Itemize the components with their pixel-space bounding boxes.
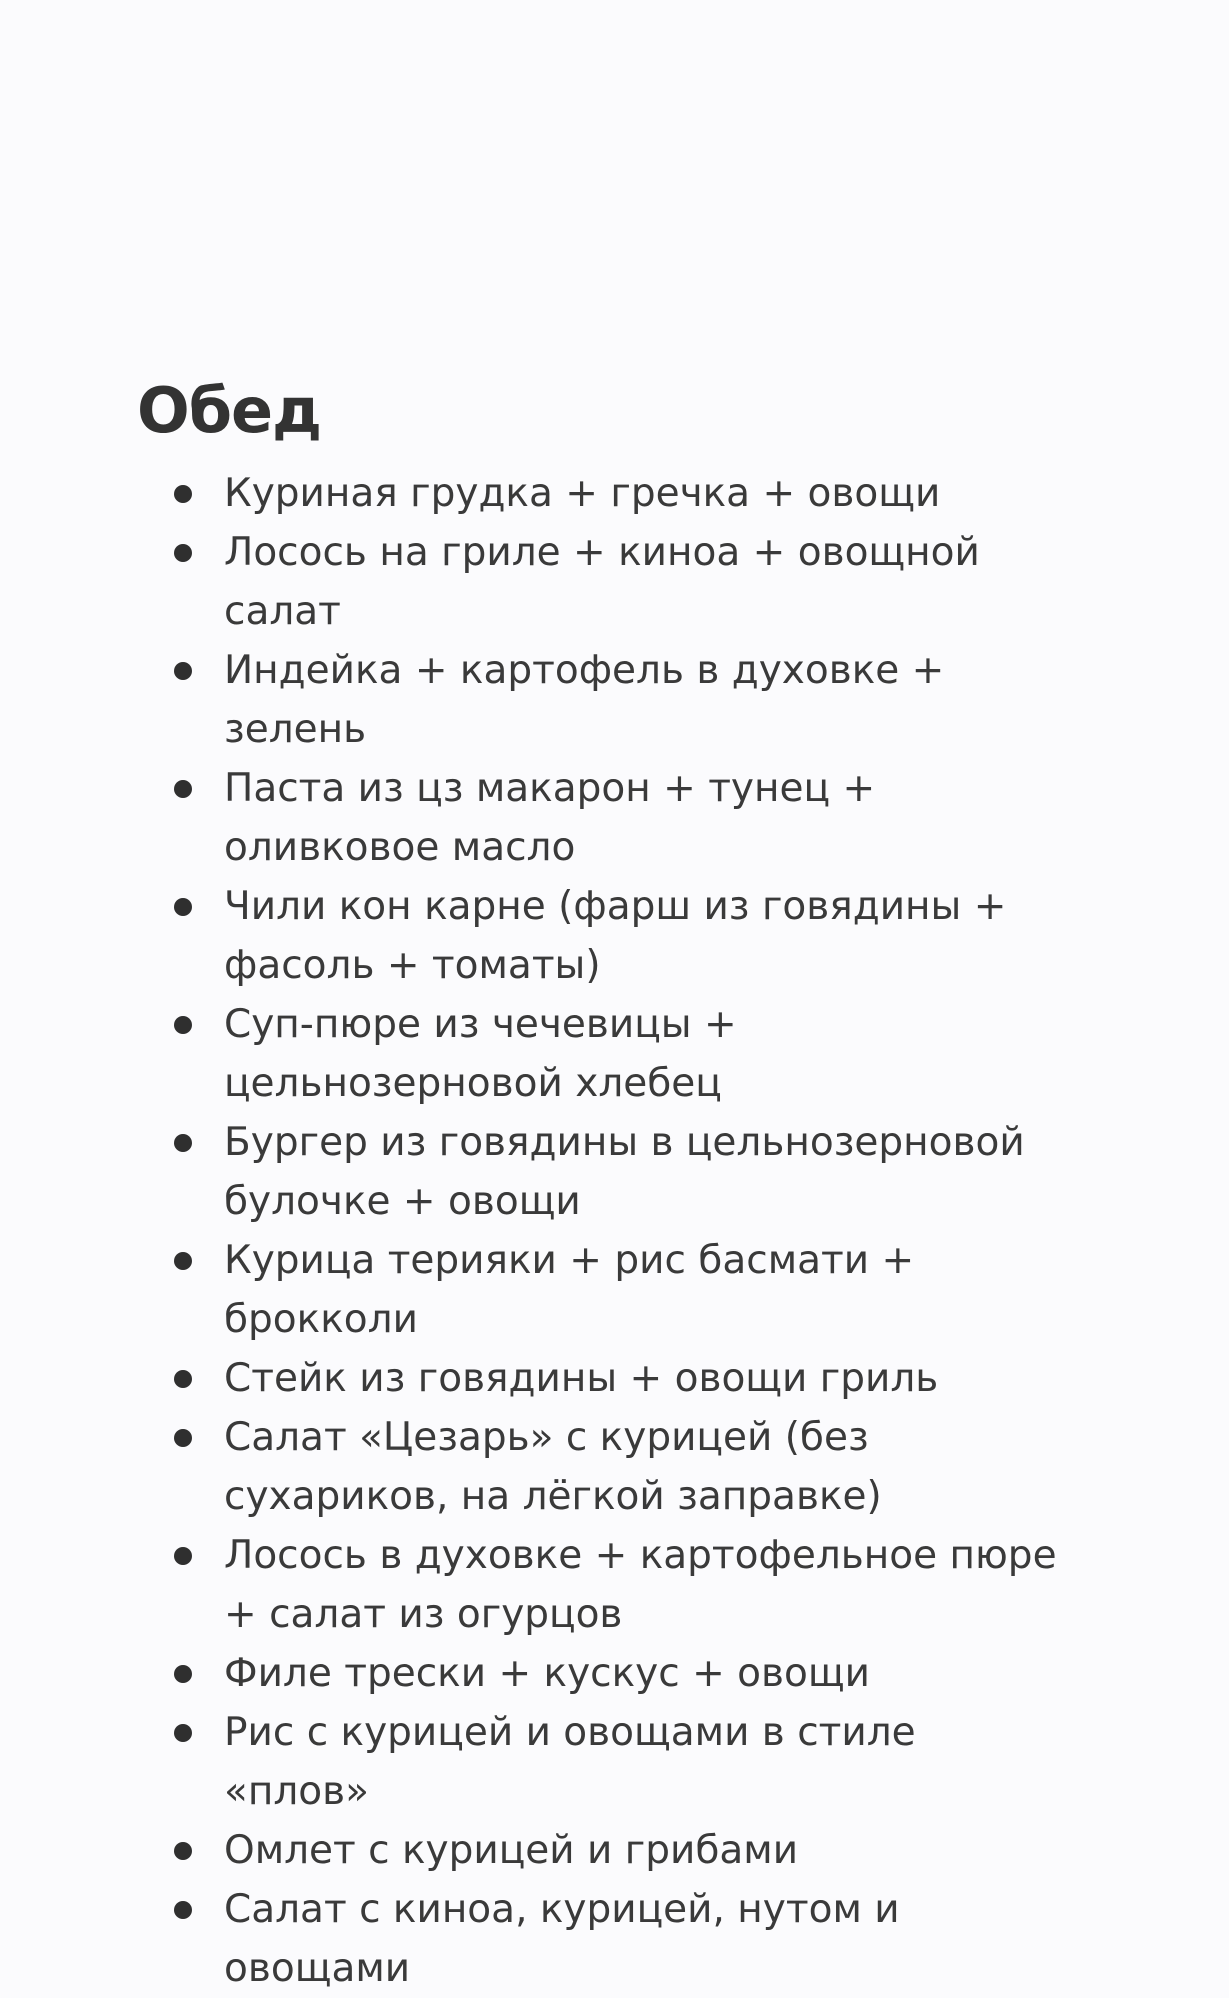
list-item bbox=[137, 641, 1064, 759]
list-item-text: Филе трески + кускус + овощи bbox=[224, 1651, 870, 1696]
list-item-text: Куриная грудка + гречка + овощи bbox=[224, 471, 941, 516]
list-item bbox=[137, 759, 1064, 877]
list-item-text: Паста из цз макарон + тунец + оливковое масло bbox=[224, 766, 876, 870]
list-item bbox=[137, 1349, 1064, 1408]
list-item-text: Бургер из говядины в цельнозерновой булочке + овощи bbox=[224, 1120, 1025, 1224]
bullet-icon bbox=[174, 1370, 192, 1388]
list-item-text: Чили кон карне (фарш из говядины + фасоль + томаты) bbox=[224, 884, 1007, 988]
bullet-icon bbox=[174, 1547, 192, 1565]
bullet-icon bbox=[174, 1252, 192, 1270]
lunch-list bbox=[137, 464, 1097, 1998]
bullet-icon bbox=[174, 1842, 192, 1860]
bullet-icon bbox=[174, 662, 192, 680]
bullet-icon bbox=[174, 1724, 192, 1742]
list-item bbox=[137, 995, 1064, 1113]
bullet-icon bbox=[174, 1901, 192, 1919]
list-item bbox=[137, 1644, 1064, 1703]
list-item bbox=[137, 1113, 1064, 1231]
list-item bbox=[137, 1821, 1064, 1880]
list-item bbox=[137, 1231, 1064, 1349]
list-item bbox=[137, 1408, 1064, 1526]
list-item-text: Салат с киноа, курицей, нутом и овощами bbox=[224, 1887, 900, 1991]
list-item-text: Салат «Цезарь» с курицей (без сухариков, на лёгкой заправке) bbox=[224, 1415, 882, 1519]
bullet-icon bbox=[174, 898, 192, 916]
list-item-text: Рис с курицей и овощами в стиле «плов» bbox=[224, 1710, 916, 1814]
list-item bbox=[137, 877, 1064, 995]
list-item bbox=[137, 1880, 1064, 1998]
bullet-icon bbox=[174, 1134, 192, 1152]
bullet-icon bbox=[174, 780, 192, 798]
list-item bbox=[137, 464, 1064, 523]
list-item-text: Стейк из говядины + овощи гриль bbox=[224, 1356, 939, 1401]
section-title: Обед bbox=[137, 374, 322, 447]
list-item-text: Лосось в духовке + картофельное пюре + салат из огурцов bbox=[224, 1533, 1057, 1637]
list-item bbox=[137, 1703, 1064, 1821]
bullet-icon bbox=[174, 544, 192, 562]
list-item-text: Омлет с курицей и грибами bbox=[224, 1828, 799, 1873]
bullet-icon bbox=[174, 1016, 192, 1034]
list-item-text: Индейка + картофель в духовке + зелень bbox=[224, 648, 945, 752]
list-item-text: Суп-пюре из чечевицы + цельнозерновой хлебец bbox=[224, 1002, 737, 1106]
bullet-icon bbox=[174, 485, 192, 503]
list-item-text: Курица терияки + рис басмати + брокколи bbox=[224, 1238, 915, 1342]
list-item bbox=[137, 523, 1064, 641]
bullet-icon bbox=[174, 1429, 192, 1447]
list-item bbox=[137, 1526, 1064, 1644]
list-item-text: Лосось на гриле + киноа + овощной салат bbox=[224, 530, 980, 634]
bullet-icon bbox=[174, 1665, 192, 1683]
lunch-section bbox=[137, 366, 1097, 1998]
